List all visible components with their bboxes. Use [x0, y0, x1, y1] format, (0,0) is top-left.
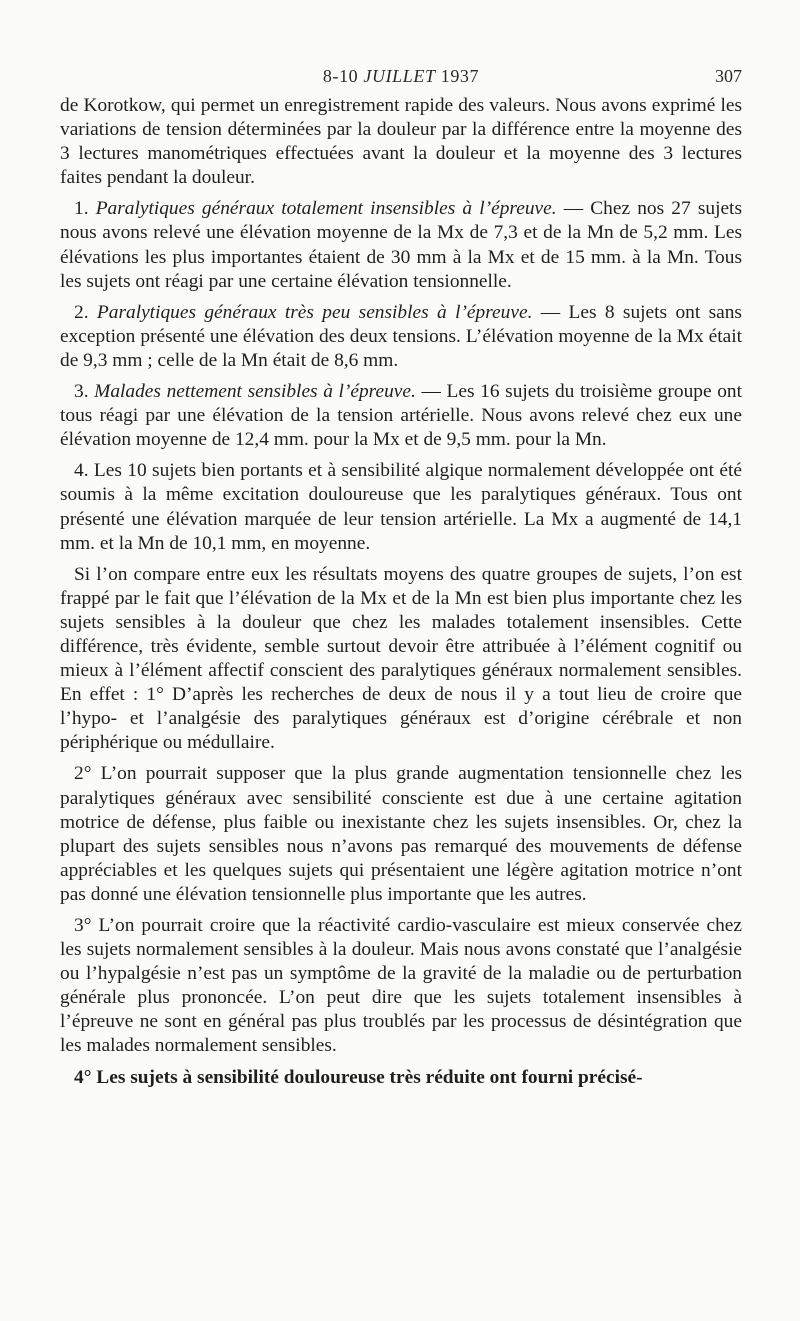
- paragraph-point-2: 2° L’on pourrait supposer que la plus grande augmentation tensionnelle chez les paralytiques généraux avec sensibilité consciente est due à une certaine agitation motrice de défense, plus faible ou inexistante chez les sujets insensibles. Or, chez la plupart des sujets sensibles nous n’avons pas remarqué des mouvements de défense appréciables et les quelques sujets qui présentaient une légère agitation motrice n’ont pas donné une élévation tensionnelle plus importante que les autres.: [60, 763, 742, 905]
- section-3-title: Malades nettement sensibles à l’épreuve.: [94, 381, 416, 403]
- paragraph-point-3: 3° L’on pourrait croire que la réactivité cardio-vasculaire est mieux conservée chez les sujets normalement sensibles à la douleur. Mais nous avons constaté que l’analgésie ou l’hypalgésie n’est pas un symptôme de la gravité de la maladie ou de perturbation générale plus prononcée. L’on peut dire que les sujets totalement insensibles à l’épreuve ne sont en général pas plus troublés par les processus de désintégration que les malades normalement sensibles.: [60, 915, 742, 1057]
- section-1-text: — Chez nos 27 sujets nous avons relevé une élévation moyenne de la Mx de 7,3 et de la Mn de 5,2 mm. Les élévations les plus importantes étaient de 30 mm à la Mx et de 15 mm. à la Mn. Tous les sujets ont réagi par une certaine élévation tensionnelle.: [60, 198, 742, 292]
- header-date-prefix: 8-10: [322, 66, 359, 86]
- paragraph-comparison: Si l’on compare entre eux les résultats moyens des quatre groupes de sujets, l’on est frappé par le fait que l’élévation de la Mx et de la Mn est bien plus importante chez les sujets sensibles à la douleur que chez les malades totalement insensibles. Cette différence, très évidente, semble surtout devoir être attribuée à l’élément cognitif ou mieux à l’élément affectif conscient des paralytiques généraux normalement sensibles. En effet : 1° D’après les recherches de deux de nous il y a tout lieu de croire que l’hypo- et l’analgésie des paralytiques généraux est d’origine cérébrale et non périphérique ou médullaire.: [60, 563, 742, 754]
- section-2-number: 2.: [74, 301, 89, 323]
- paragraph-point-4: 4° Les sujets à sensibilité douloureuse très réduite ont fourni précisé-: [74, 1066, 643, 1088]
- header-date-year: 1937: [440, 66, 480, 86]
- section-3: [60, 380, 742, 452]
- section-2: [60, 301, 742, 373]
- body-text: [60, 94, 742, 1090]
- section-4: 4. Les 10 sujets bien portants et à sensibilité algique normalement développée ont été soumis à la même excitation douloureuse que les paralytiques généraux. Tous ont présenté une élévation marquée de leur tension artérielle. La Mx a augmenté de 14,1 mm. et la Mn de 10,1 mm, en moyenne.: [60, 460, 742, 554]
- section-3-text: — Les 16 sujets du troisième groupe ont tous réagi par une élévation de la tension artérielle. Nous avons relevé chez eux une élévation moyenne de 12,4 mm. pour la Mx et de 9,5 mm. pour la Mn.: [60, 381, 742, 451]
- running-header: [60, 62, 742, 92]
- section-3-number: 3.: [74, 381, 89, 403]
- section-2-title: Paralytiques généraux très peu sensibles à l’épreuve.: [96, 301, 533, 323]
- section-1-number: 1.: [74, 198, 89, 220]
- section-1-title: Paralytiques généraux totalement insensibles à l’épreuve.: [95, 198, 557, 220]
- section-1: [60, 197, 742, 293]
- header-date-month: JUILLET: [363, 66, 436, 86]
- header-date: [60, 66, 742, 87]
- page-number: 307: [715, 66, 742, 86]
- section-2-text: — Les 8 sujets ont sans exception présenté une élévation des deux tensions. L’élévation moyenne de la Mx était de 9,3 mm ; celle de la Mn était de 8,6 mm.: [60, 301, 742, 371]
- paragraph-intro: de Korotkow, qui permet un enregistrement rapide des valeurs. Nous avons exprimé les variations de tension déterminées par la douleur par la différence entre la moyenne des 3 lectures manométriques effectuées avant la douleur et la moyenne des 3 lectures faites pendant la douleur.: [60, 95, 742, 189]
